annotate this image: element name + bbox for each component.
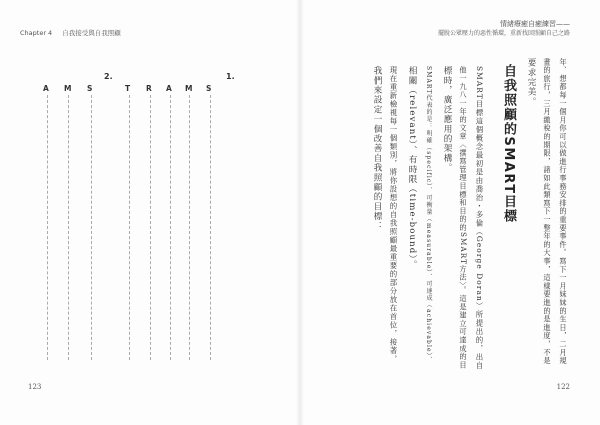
chapter-title: 自我接受與自我照顧 bbox=[62, 29, 121, 37]
right-page bbox=[302, 0, 600, 425]
worksheet-dashed-line bbox=[68, 95, 69, 360]
body-text-column: 相關（relevant）、有時限（time-bound）。 bbox=[407, 66, 417, 270]
book-title: 情緒療癒自癒練習—— bbox=[500, 20, 570, 28]
body-text-column: 畫的旅行，三月繳稅的期限，諸如此類寫下一整年的大事，這樣要進的是進度，不是 bbox=[543, 58, 552, 366]
worksheet-dashed-line bbox=[47, 95, 48, 360]
worksheet-group-1-number: 1. bbox=[226, 72, 235, 81]
body-text-column: SMART代表的是：明確（specific）、可衡量（measurable）、可達成（achievable）、 bbox=[425, 66, 432, 364]
body-text-column: SMART目標這個概念最初是由喬治・多倫（George Doran）所提出的，出自 bbox=[475, 66, 484, 370]
worksheet-group-2-number: 2. bbox=[104, 72, 113, 81]
worksheet-letter: S bbox=[87, 84, 93, 93]
worksheet-letter: M bbox=[185, 84, 193, 93]
worksheet-letter: S bbox=[206, 84, 212, 93]
left-page bbox=[0, 0, 298, 425]
worksheet-letter: M bbox=[64, 84, 72, 93]
worksheet-dashed-line bbox=[150, 95, 151, 360]
running-header-right bbox=[438, 20, 570, 38]
worksheet-dashed-line bbox=[170, 95, 171, 360]
section-heading: 自我照顧的SMART目標 bbox=[501, 64, 516, 224]
worksheet-dashed-line bbox=[210, 95, 211, 360]
chapter-label: Chapter 4 bbox=[20, 29, 53, 37]
worksheet-letter: A bbox=[43, 84, 49, 93]
body-text-column: 標時，廣泛應用的架構。 bbox=[442, 66, 452, 173]
body-text-column: 他一九八一年的文章〈撰寫管理目標和目的的SMART方法〉。這是建立可達成的目 bbox=[459, 66, 468, 370]
worksheet-dashed-line bbox=[189, 95, 190, 360]
page-number-right: 122 bbox=[556, 383, 570, 391]
page-number-left: 123 bbox=[28, 383, 42, 391]
body-text-column: 現在重新檢視每一個類別，將你設想的自我照顧最重要的部分放在首位，接著， bbox=[389, 66, 398, 364]
body-text-column: 年、想都每一個月你可以做進行事務安排的重要事件。寫下一月妹妹的生日，二月規 bbox=[559, 58, 568, 366]
worksheet-letter: R bbox=[146, 84, 152, 93]
body-text-column: 我們來設定一個改善自我照顧的目標： bbox=[372, 66, 382, 231]
worksheet-letter: T bbox=[125, 84, 131, 93]
worksheet-dashed-line bbox=[91, 95, 92, 360]
running-header-left bbox=[20, 28, 121, 37]
worksheet-dashed-line bbox=[129, 95, 130, 360]
body-text-column: 要求完美。 bbox=[526, 58, 536, 107]
book-subtitle: 擺脫公眾壓力的惡性循環，重新找回照顧自己之路 bbox=[437, 30, 570, 37]
worksheet-letter: A bbox=[166, 84, 172, 93]
